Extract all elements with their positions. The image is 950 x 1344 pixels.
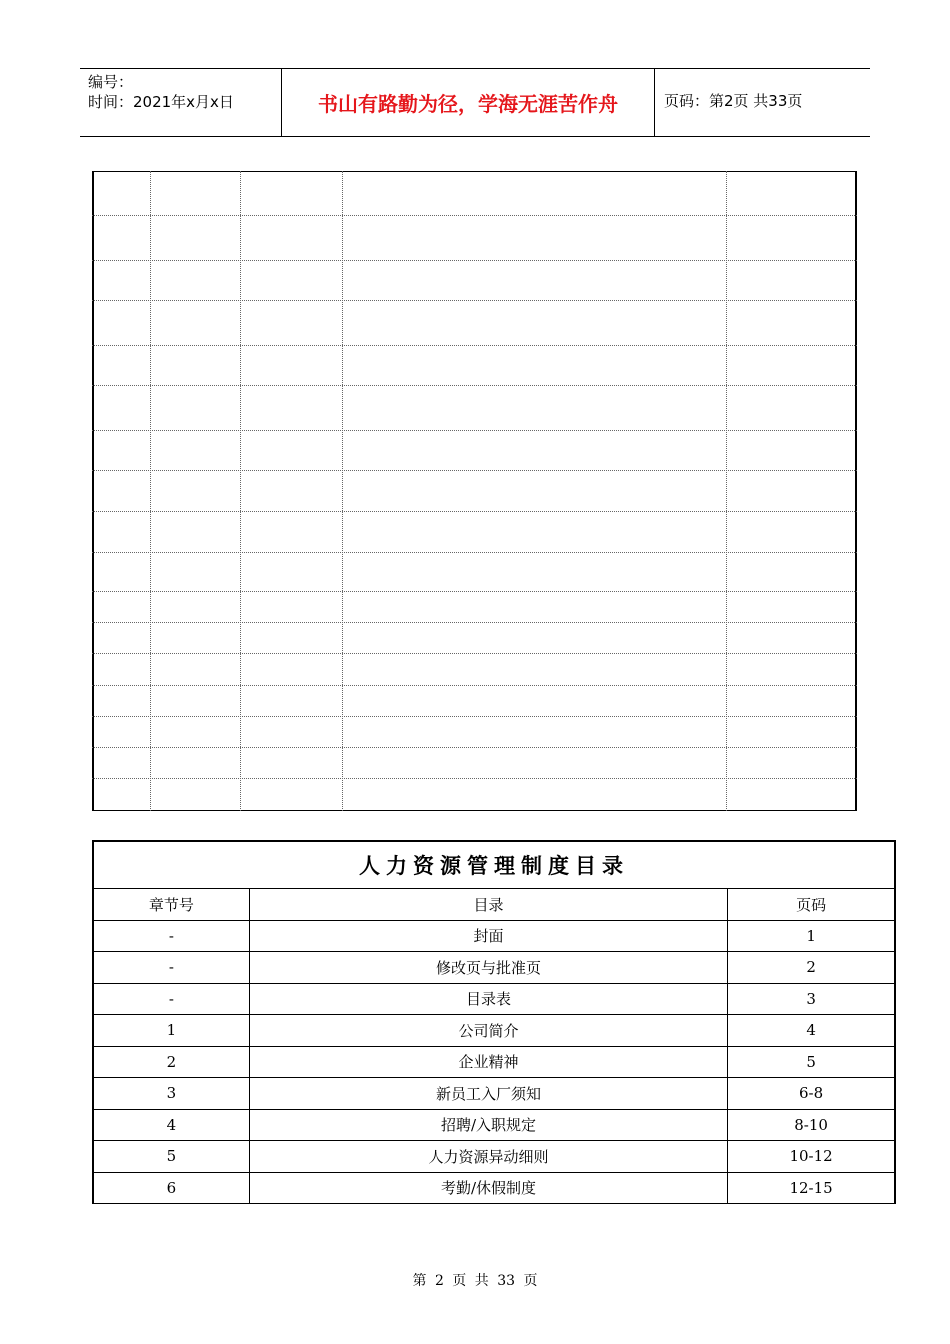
toc-title-cell: 修改页与批准页 <box>249 952 727 984</box>
grid-row-line <box>92 260 857 261</box>
document-time-label: 时间：2021年x月x日 <box>88 93 234 111</box>
toc-chapter-cell: 3 <box>93 1078 249 1110</box>
toc-chapter-cell: - <box>93 983 249 1015</box>
toc-title: 人力资源管理制度目录 <box>93 841 895 889</box>
table-border <box>92 171 94 811</box>
grid-row-line <box>92 430 857 431</box>
grid-row-line <box>92 716 857 717</box>
toc-title-cell: 公司简介 <box>249 1015 727 1047</box>
toc-page-cell: 8-10 <box>728 1109 895 1141</box>
toc-chapter-cell: 5 <box>93 1141 249 1173</box>
toc-page-cell: 4 <box>728 1015 895 1047</box>
blank-revision-table <box>92 171 857 811</box>
toc-row <box>93 920 895 952</box>
column-header-page: 页码 <box>728 889 895 921</box>
toc-title-cell: 新员工入厂须知 <box>249 1078 727 1110</box>
toc-title-cell: 招聘/入职规定 <box>249 1109 727 1141</box>
toc-row <box>93 952 895 984</box>
grid-column-line <box>726 171 727 811</box>
header-divider <box>654 68 655 136</box>
toc-title-row <box>93 841 895 889</box>
header-page-info: 页码：第2页 共33页 <box>664 92 803 110</box>
toc-page-cell: 3 <box>728 983 895 1015</box>
toc-title-cell: 企业精神 <box>249 1046 727 1078</box>
header-meta <box>88 72 234 112</box>
toc-table <box>92 840 896 1204</box>
grid-column-line <box>150 171 151 811</box>
grid-row-line <box>92 511 857 512</box>
grid-row-line <box>92 778 857 779</box>
grid-column-line <box>342 171 343 811</box>
grid-row-line <box>92 747 857 748</box>
toc-row <box>93 1141 895 1173</box>
header-bottom-rule <box>80 136 870 137</box>
toc-page-cell: 2 <box>728 952 895 984</box>
toc-row <box>93 1046 895 1078</box>
toc-header-row <box>93 889 895 921</box>
table-border <box>92 810 857 811</box>
document-number-label: 编号： <box>88 73 134 91</box>
toc-chapter-cell: - <box>93 920 249 952</box>
column-header-contents: 目录 <box>249 889 727 921</box>
column-header-chapter: 章节号 <box>93 889 249 921</box>
toc-chapter-cell: - <box>93 952 249 984</box>
grid-row-line <box>92 653 857 654</box>
grid-row-line <box>92 622 857 623</box>
toc-chapter-cell: 1 <box>93 1015 249 1047</box>
toc-page-cell: 6-8 <box>728 1078 895 1110</box>
toc-row <box>93 1109 895 1141</box>
grid-row-line <box>92 385 857 386</box>
grid-row-line <box>92 685 857 686</box>
toc-page-cell: 10-12 <box>728 1141 895 1173</box>
toc-chapter-cell: 2 <box>93 1046 249 1078</box>
toc-row <box>93 1015 895 1047</box>
toc-chapter-cell: 4 <box>93 1109 249 1141</box>
table-border <box>92 171 857 172</box>
toc-page-cell: 12-15 <box>728 1172 895 1204</box>
table-border <box>855 171 857 811</box>
toc-row <box>93 1078 895 1110</box>
grid-row-line <box>92 470 857 471</box>
toc-title-cell: 封面 <box>249 920 727 952</box>
grid-row-line <box>92 591 857 592</box>
toc-title-cell: 人力资源异动细则 <box>249 1141 727 1173</box>
grid-row-line <box>92 300 857 301</box>
toc-chapter-cell: 6 <box>93 1172 249 1204</box>
toc-row <box>93 1172 895 1204</box>
toc-title-cell: 考勤/休假制度 <box>249 1172 727 1204</box>
grid-row-line <box>92 552 857 553</box>
page-footer: 第 2 页 共 33 页 <box>412 1273 538 1289</box>
toc-title-cell: 目录表 <box>249 983 727 1015</box>
header-motto: 书山有路勤为径，学海无涯苦作舟 <box>318 91 618 116</box>
grid-row-line <box>92 345 857 346</box>
grid-column-line <box>240 171 241 811</box>
grid-row-line <box>92 215 857 216</box>
toc-page-cell: 1 <box>728 920 895 952</box>
toc-page-cell: 5 <box>728 1046 895 1078</box>
toc-row <box>93 983 895 1015</box>
